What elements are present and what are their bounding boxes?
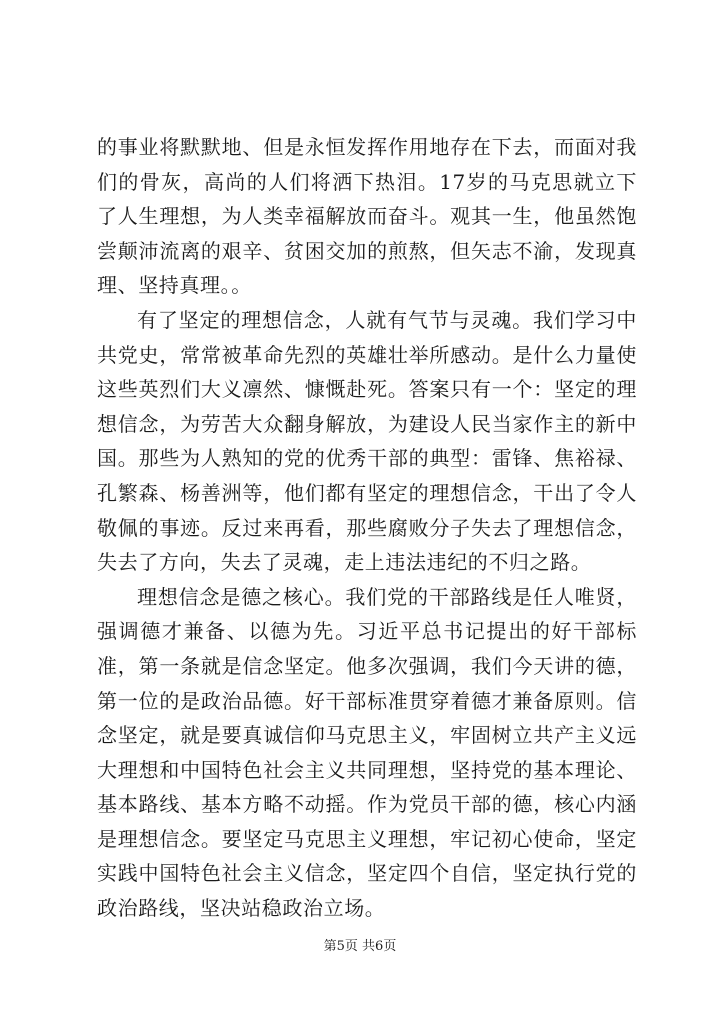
paragraph-1: 的事业将默默地、但是永恒发挥作用地存在下去，而面对我们的骨灰，高尚的人们将洒下热泪。17岁的马克思就立下了人生理想，为人类幸福解放而奋斗。观其一生，他虽然饱尝颠沛流离的艰辛、贫困交加的煎熬，但矢志不渝，发现真理、坚持真理。。 <box>97 135 637 298</box>
paragraph-2: 有了坚定的理想信念，人就有气节与灵魂。我们学习中共党史，常常被革命先烈的英雄壮举所感动。是什么力量使这些英烈们大义凛然、慷慨赴死。答案只有一个：坚定的理想信念，为劳苦大众翻身解放，为建设人民当家作主的新中国。那些为人熟知的党的优秀干部的典型：雷锋、焦裕禄、孔繁森、杨善洲等，他们都有坚定的理想信念，干出了令人敬佩的事迹。反过来再看，那些腐败分子失去了理想信念，失去了方向，失去了灵魂，走上违法违纪的不归之路。 <box>97 307 637 575</box>
page-footer: 第5页 共6页 <box>323 939 397 954</box>
paragraph-3: 理想信念是德之核心。我们党的干部路线是任人唯贤，强调德才兼备、以德为先。习近平总书记提出的好干部标准，第一条就是信念坚定。他多次强调，我们今天讲的德，第一位的是政治品德。好干部标准贯穿着德才兼备原则。信念坚定，就是要真诚信仰马克思主义，牢固树立共产主义远大理想和中国特色社会主义共同理想，坚持党的基本理论、基本路线、基本方略不动摇。作为党员干部的德，核心内涵是理想信念。要坚定马克思主义理想，牢记初心使命，坚定实践中国特色社会主义信念，坚定四个自信，坚定执行党的政治路线，坚决站稳政治立场。 <box>97 584 637 921</box>
document-body <box>97 130 637 926</box>
